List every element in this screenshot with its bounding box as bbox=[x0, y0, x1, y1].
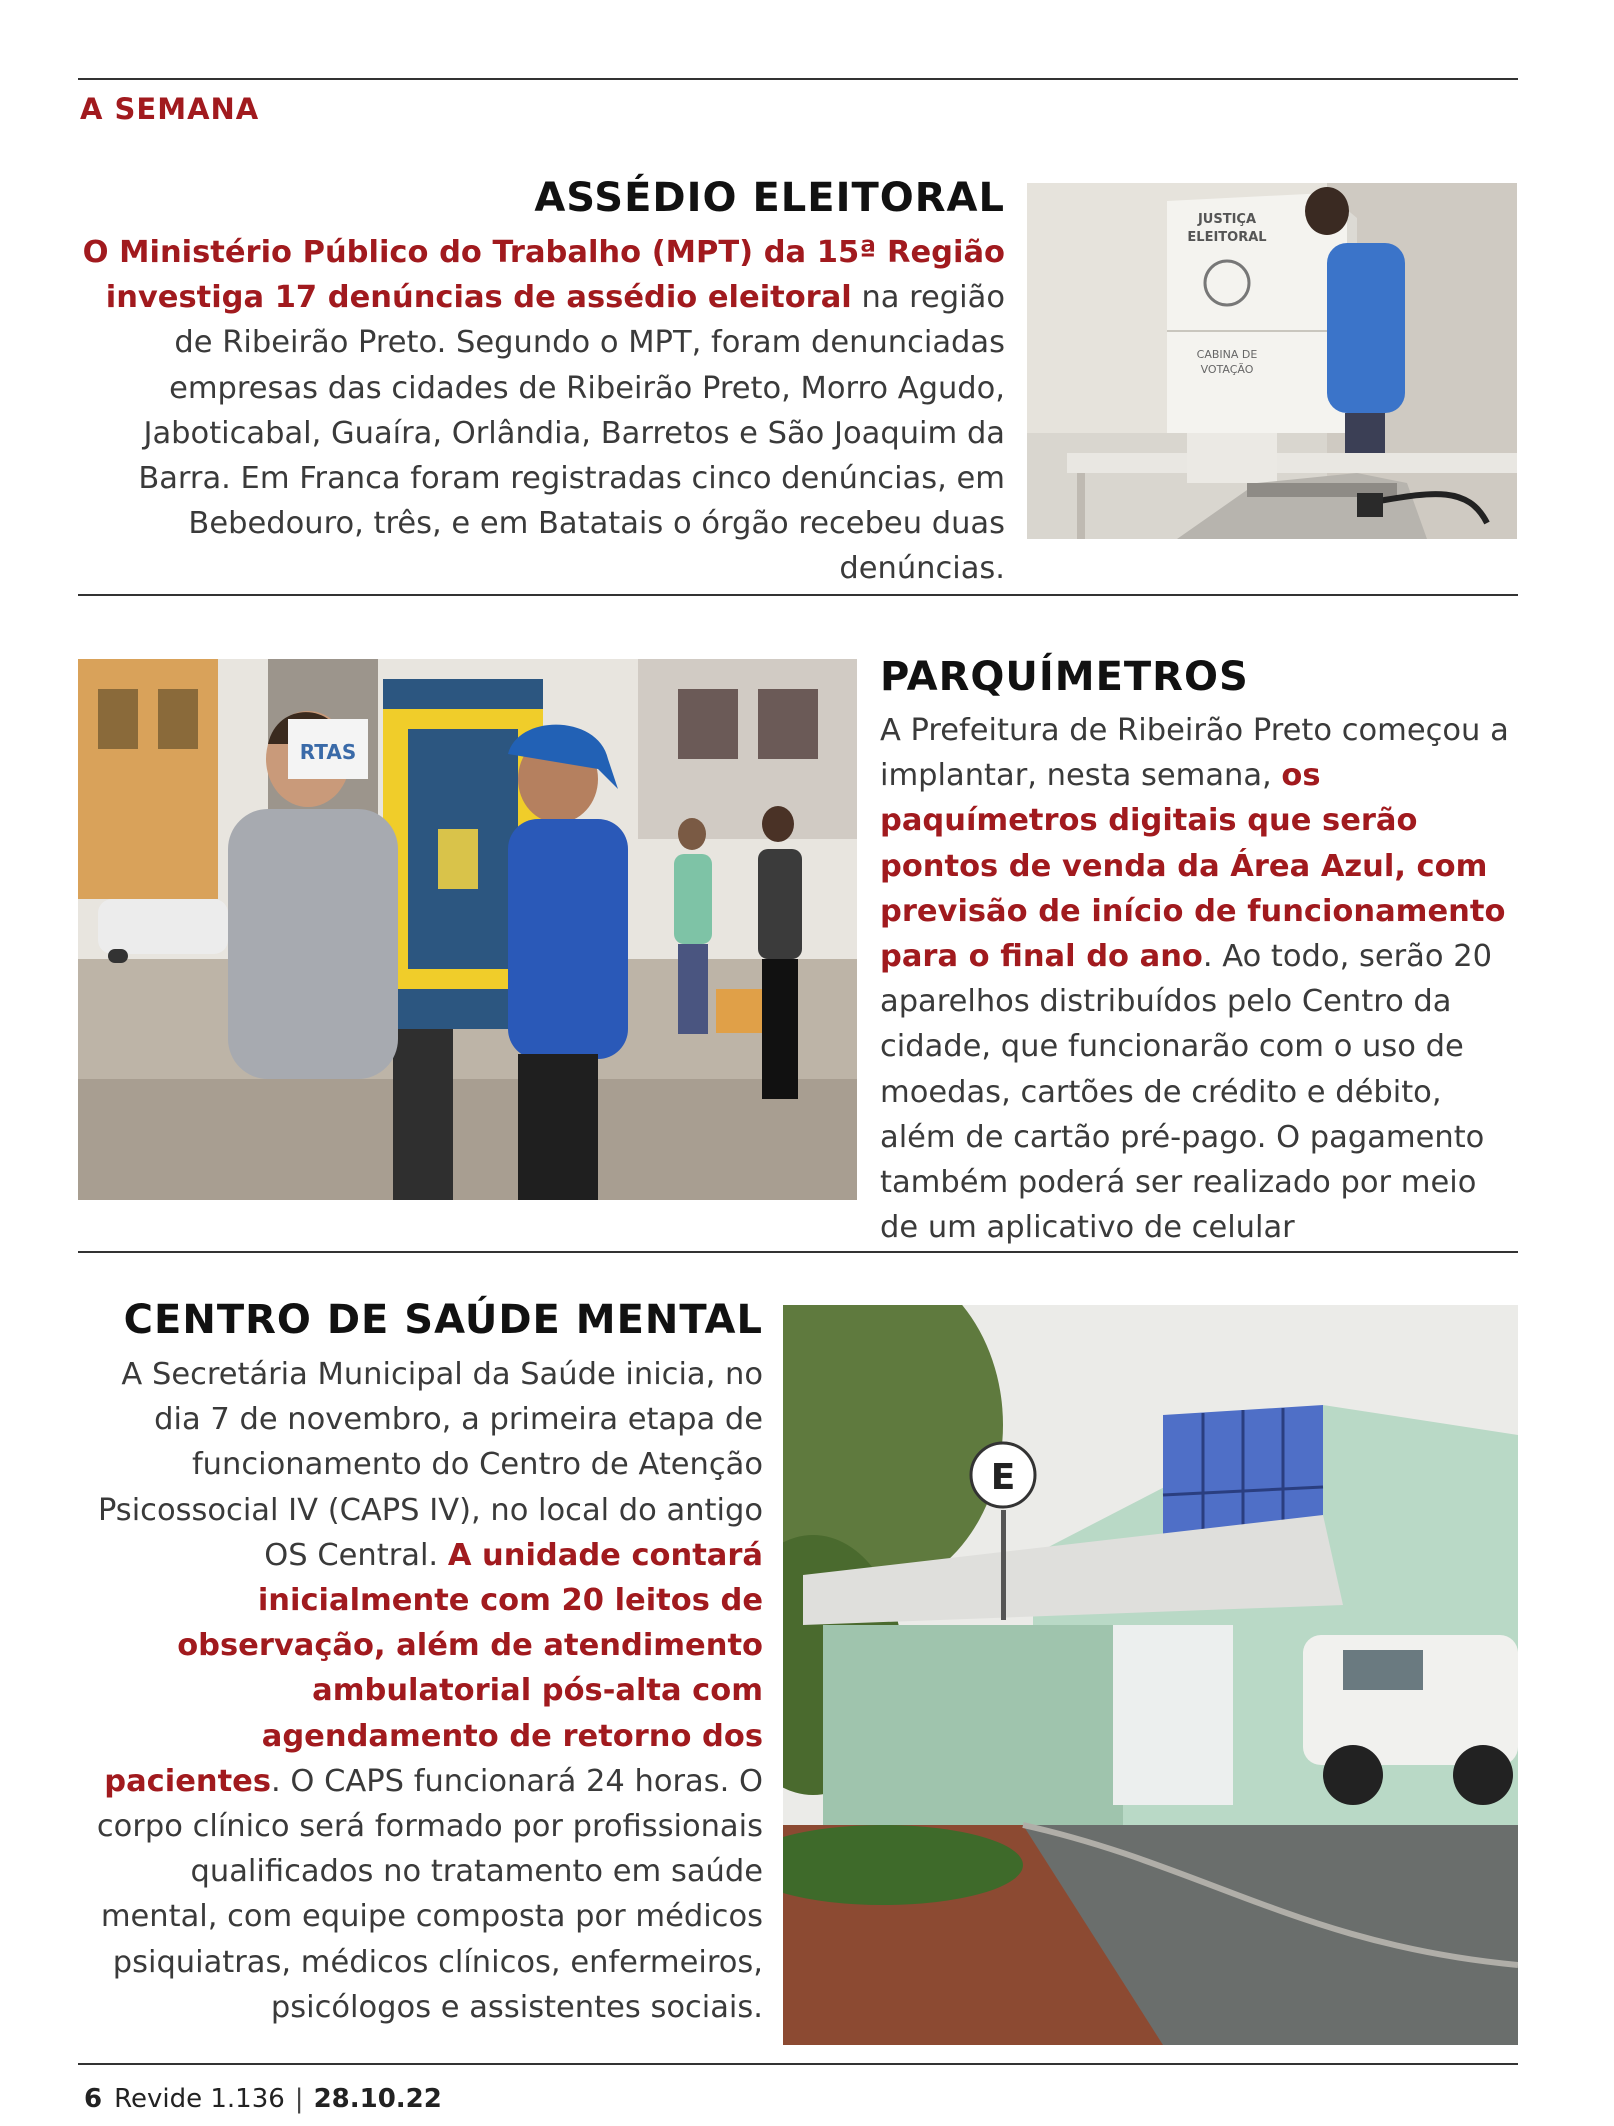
article-text-parquimetros: . Ao todo, serão 20 aparelhos distribuídos pelo Centro da cidade, que funcionarão com o uso de moedas, cartões de crédito e débito, além de cartão pré-pago. O pagamento também poderá ser realizado por meio de um aplicativo de celular bbox=[880, 939, 1493, 1246]
article-highlight-assedio: O Ministério Público do Trabalho (MPT) da 15ª Região investiga 17 denúncias de assédio eleitoral bbox=[82, 235, 1005, 316]
article-title-saude: CENTRO DE SAÚDE MENTAL bbox=[123, 1297, 763, 1343]
booth-text-1: JUSTIÇA bbox=[1197, 212, 1257, 227]
bottom-rule bbox=[78, 2063, 1518, 2065]
parking-sign-letter: E bbox=[990, 1457, 1016, 1498]
article-intro-parquimetros: A Prefeitura de Ribeirão Preto começou a implantar, nesta semana, bbox=[880, 713, 1509, 794]
article-body-assedio bbox=[78, 230, 1005, 592]
publication-issue: Revide 1.136 bbox=[114, 2084, 285, 2114]
photo-health-center bbox=[783, 1305, 1518, 2045]
rule-3 bbox=[78, 1251, 1518, 1253]
booth-text-4: VOTAÇÃO bbox=[1200, 363, 1254, 376]
photo-parking-meter bbox=[78, 659, 857, 1200]
article-title-parquimetros: PARQUÍMETROS bbox=[880, 654, 1249, 700]
article-text-saude: . O CAPS funcionará 24 horas. O corpo clínico será formado por profissionais qualificados no tratamento em saúde mental, com equipe composta por médicos psiquiatras, médicos clínicos, enfermeiros, psicólogos e assistentes sociais. bbox=[96, 1763, 763, 2025]
article-body-parquimetros bbox=[880, 708, 1520, 1250]
article-title-assedio: ASSÉDIO ELEITORAL bbox=[534, 175, 1005, 221]
booth-text-2: ELEITORAL bbox=[1187, 230, 1267, 245]
issue-date: 28.10.22 bbox=[313, 2084, 442, 2114]
page-footer bbox=[84, 2084, 442, 2114]
article-body-saude bbox=[78, 1352, 763, 2030]
booth-text-3: CABINA DE bbox=[1196, 348, 1258, 361]
article-highlight-parquimetros: os paquímetros digitais que serão pontos de venda da Área Azul, com previsão de início de funcionamento para o final do ano bbox=[880, 758, 1506, 975]
street-sign-text: RTAS bbox=[299, 740, 357, 764]
footer-separator: | bbox=[294, 2084, 304, 2114]
article-text-assedio: na região de Ribeirão Preto. Segundo o MPT, foram denunciadas empresas das cidades de Ribeirão Preto, Morro Agudo, Jaboticabal, Guaíra, Orlândia, Barretos e São Joaquim da Barra. Em Franca foram registradas cinco denúncias, em Bebedouro, três, e em Batatais o órgão recebeu duas denúncias. bbox=[138, 280, 1005, 587]
photo-voting-booth bbox=[1027, 183, 1517, 539]
article-intro-saude: A Secretária Municipal da Saúde inicia, no dia 7 de novembro, a primeira etapa de funcionamento do Centro de Atenção Psicossocial IV (CAPS IV), no local do antigo OS Central. bbox=[97, 1357, 763, 1573]
page-number: 6 bbox=[84, 2084, 103, 2114]
top-rule bbox=[78, 78, 1518, 80]
article-highlight-saude: A unidade contará inicialmente com 20 leitos de observação, além de atendimento ambulatorial pós-alta com agendamento de retorno dos pacientes bbox=[104, 1537, 763, 1799]
rule-2 bbox=[78, 594, 1518, 596]
section-label: A SEMANA bbox=[80, 92, 260, 126]
